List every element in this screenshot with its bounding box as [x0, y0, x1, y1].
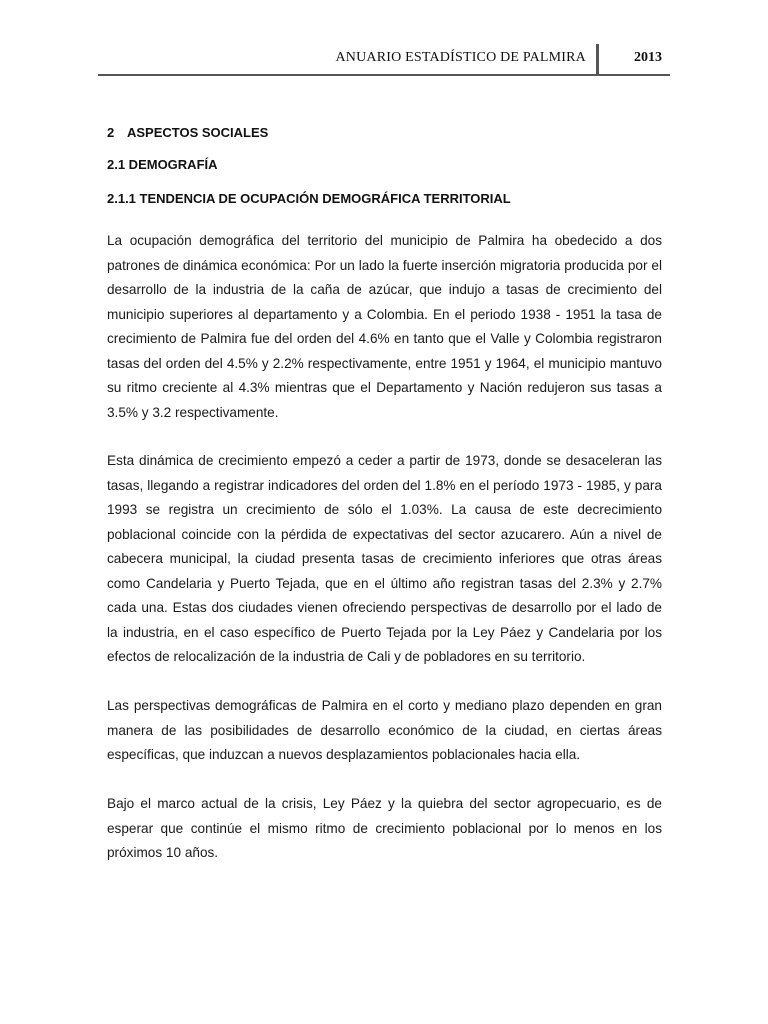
header-title: ANUARIO ESTADÍSTICO DE PALMIRA: [335, 50, 586, 65]
header-year: 2013: [634, 50, 662, 65]
paragraph: Bajo el marco actual de la crisis, Ley Páez y la quiebra del sector agropecuario, es de esperar que continúe el mismo ritmo de crecimiento poblacional por lo menos en los próximos 10 años.: [107, 796, 662, 860]
paragraph: La ocupación demográfica del territorio del municipio de Palmira ha obedecido a dos patrones de dinámica económica: Por un lado la fuerte inserción migratoria producida por el desarrollo de la industria de la caña de azúcar, que indujo a tasas de crecimiento del municipio superiores al departamento y a Colombia. En el periodo 1938 - 1951 la tasa de crecimiento de Palmira fue del orden del 4.6% en tanto que el Valle y Colombia registraron tasas del orden del 4.5% y 2.2% respectivamente, entre 1951 y 1964, el municipio mantuvo su ritmo creciente al 4.3% mientras que el Departamento y Nación redujeron sus tasas a 3.5% y 3.2 respectivamente.: [107, 233, 662, 420]
subsection-heading: 2.1 DEMOGRAFÍA: [107, 157, 218, 172]
section-heading: [107, 125, 268, 140]
section-number: 2: [107, 125, 115, 140]
paragraph: Las perspectivas demográficas de Palmira en el corto y mediano plazo dependen en gran manera de las posibilidades de desarrollo económico de la ciudad, en ciertas áreas específicas, que induzcan a nuevos desplazamientos poblacionales hacia ella.: [107, 698, 662, 762]
header-separator: [596, 44, 599, 76]
section-title: ASPECTOS SOCIALES: [127, 125, 269, 140]
header-rule: [98, 74, 670, 76]
paragraph: Esta dinámica de crecimiento empezó a ceder a partir de 1973, donde se desaceleran las tasas, llegando a registrar indicadores del orden del 1.8% en el período 1973 - 1985, y para 1993 se registra un crecimiento de sólo el 1.03%. La causa de este decrecimiento poblacional coincide con la pérdida de expectativas del sector azucarero. Aún a nivel de cabecera municipal, la ciudad presenta tasas de crecimiento inferiores que otras áreas como Candelaria y Puerto Tejada, que en el último año registran tasas del 2.3% y 2.7% cada una. Estas dos ciudades vienen ofreciendo perspectivas de desarrollo por el lado de la industria, en el caso específico de Puerto Tejada por la Ley Páez y Candelaria por los efectos de relocalización de la industria de Cali y de pobladores en su territorio.: [107, 453, 662, 664]
page-header: [98, 40, 670, 76]
subsubsection-heading: 2.1.1 TENDENCIA DE OCUPACIÓN DEMOGRÁFICA TERRITORIAL: [107, 191, 511, 206]
